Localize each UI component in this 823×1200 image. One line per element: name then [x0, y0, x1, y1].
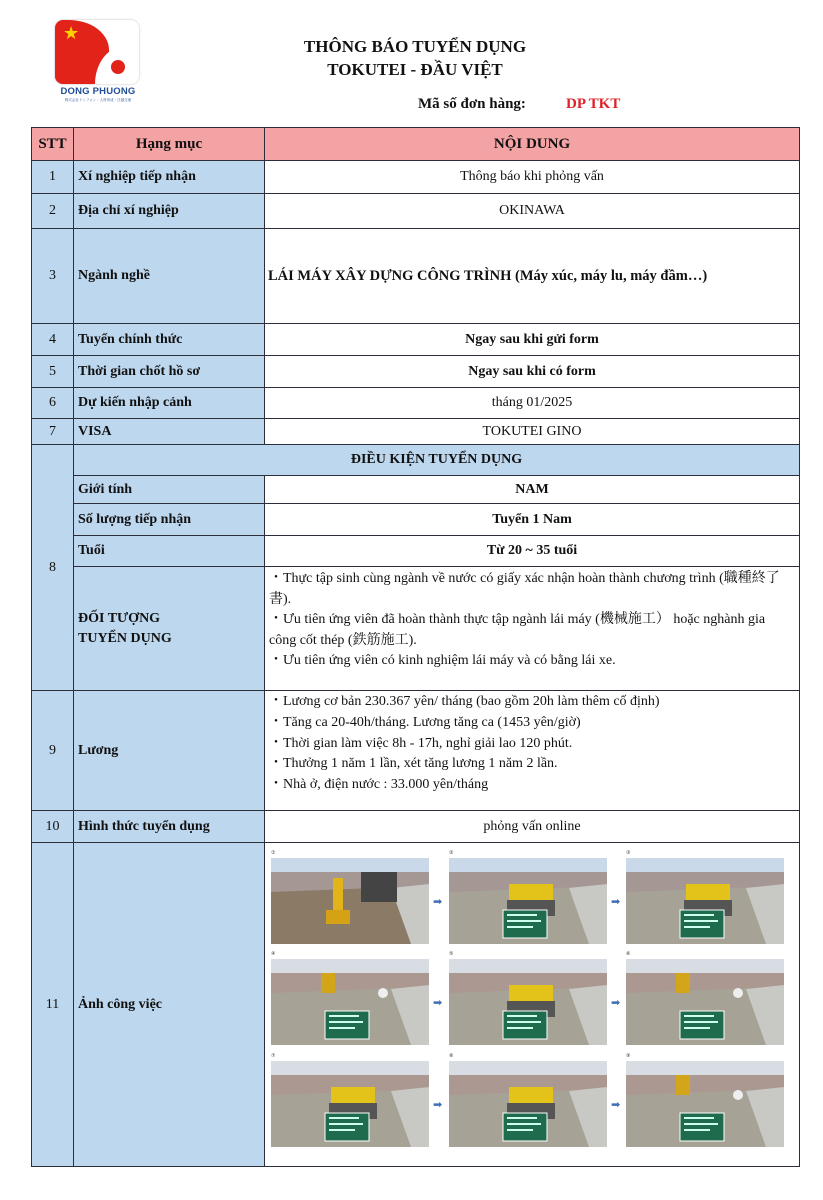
row-10-stt: 10 [31, 810, 74, 843]
work-photo [271, 849, 429, 944]
arrow-right-icon: ➡ [433, 1098, 443, 1111]
compaction-photo [449, 959, 607, 1045]
work-photo [626, 849, 784, 944]
row-1-stt: 1 [31, 160, 74, 194]
photo-step-number: ⑧ [449, 1054, 454, 1059]
work-photo [449, 1052, 607, 1147]
tire-roller-photo [271, 1061, 429, 1147]
col-header-content: NỘI DUNG [264, 127, 800, 161]
gender-label: Giới tính [73, 475, 265, 504]
company-logo [52, 20, 144, 108]
roller-inspection-photo [449, 1061, 607, 1147]
grading-photo [626, 959, 784, 1045]
work-photo [449, 849, 607, 944]
page-title: THÔNG BÁO TUYỂN DỤNG [303, 37, 527, 56]
row-4-value: Ngay sau khi gửi form [264, 323, 800, 356]
row-6-value: tháng 01/2025 [264, 387, 800, 419]
row-2-stt: 2 [31, 193, 74, 229]
row-2-label: Địa chỉ xí nghiệp [73, 193, 265, 229]
logo-name: DONG PHUONG [60, 86, 136, 97]
work-photo [271, 950, 429, 1045]
arrow-right-icon: ➡ [611, 1098, 621, 1111]
salary-item: ・Lương cơ bản 230.367 yên/ tháng (bao gồm 20h làm thêm cố định) [269, 694, 660, 709]
grading-photo [626, 1061, 784, 1147]
row-7-stt: 7 [31, 418, 74, 445]
roller-inspection-photo [626, 858, 784, 944]
work-photo [449, 950, 607, 1045]
photo-step-number: ⑦ [271, 1054, 276, 1059]
photo-step-number: ① [271, 851, 276, 856]
row-9-stt: 9 [31, 690, 74, 811]
work-photo [626, 950, 784, 1045]
photo-step-number: ② [449, 851, 454, 856]
col-header-stt: STT [31, 127, 74, 161]
count-label: Số lượng tiếp nhận [73, 503, 265, 536]
age-label: Tuổi [73, 535, 265, 567]
red-dot-icon [111, 60, 125, 74]
row-5-stt: 5 [31, 355, 74, 388]
row-4-stt: 4 [31, 323, 74, 356]
row-6-stt: 6 [31, 387, 74, 419]
photo-step-number: ⑨ [626, 1054, 631, 1059]
page-subtitle: TOKUTEI - ĐẦU VIỆT [327, 60, 503, 79]
photo-step-number: ⑤ [449, 952, 454, 957]
row-3-stt: 3 [31, 228, 74, 324]
work-photo [626, 1052, 784, 1147]
row-10-value: phỏng vấn online [264, 810, 800, 843]
row-7-value: TOKUTEI GINO [264, 418, 800, 445]
row-11-label: Ảnh công việc [73, 842, 265, 1167]
roller-photo [449, 858, 607, 944]
row-7-label: VISA [73, 418, 265, 445]
logo-tagline: 株式会社ドンフォン・人材育成・日越交流 [64, 98, 132, 102]
order-label: Mã số đơn hàng: [418, 96, 526, 112]
gender-value: NAM [264, 475, 800, 504]
target-item: ・Ưu tiên ứng viên có kinh nghiệm lái máy và có bằng lái xe. [269, 653, 616, 668]
conditions-title: ĐIỀU KIỆN TUYỂN DỤNG [73, 444, 800, 476]
row-3-value: LÁI MÁY XÂY DỰNG CÔNG TRÌNH (Máy xúc, máy lu, máy đầm…) [264, 228, 800, 324]
photo-step-number: ⑥ [626, 952, 631, 957]
salary-item: ・Tăng ca 20-40h/tháng. Lương tăng ca (1453 yên/giờ) [269, 714, 581, 730]
row-4-label: Tuyển chính thức [73, 323, 265, 356]
logo-mark [55, 20, 139, 84]
star-icon: ★ [63, 23, 80, 43]
target-label: ĐỐI TƯỢNG TUYỂN DỤNG [73, 566, 265, 691]
row-10-label: Hình thức tuyển dụng [73, 810, 265, 843]
salary-item: ・Nhà ở, điện nước : 33.000 yên/tháng [269, 777, 489, 793]
photo-step-number: ④ [271, 952, 276, 957]
arrow-right-icon: ➡ [433, 996, 443, 1009]
row-6-label: Dự kiến nhập cảnh [73, 387, 265, 419]
row-5-value: Ngay sau khi có form [264, 355, 800, 388]
work-photo [271, 1052, 429, 1147]
row-2-value: OKINAWA [264, 193, 800, 229]
row-1-label: Xí nghiệp tiếp nhận [73, 160, 265, 194]
row-9-label: Lương [73, 690, 265, 811]
target-item: ・Ưu tiên ứng viên đã hoàn thành thực tập ngành lái máy (機械施工） hoặc nghành gia công cốt thép (鉄筋施工). [269, 612, 766, 648]
salary-item: ・Thời gian làm việc 8h - 17h, nghỉ giải lao 120 phút. [269, 735, 573, 751]
row-1-value: Thông báo khi phỏng vấn [264, 160, 800, 194]
photo-step-number: ③ [626, 851, 631, 856]
grading-photo [271, 959, 429, 1045]
row-11-stt: 11 [31, 842, 74, 1167]
target-item: ・Thực tập sinh cùng ngành về nước có giấy xác nhận hoàn thành chương trình (職種終了書). [269, 571, 780, 607]
row-8-stt: 8 [31, 444, 74, 691]
target-list [264, 566, 800, 691]
excavator-photo [271, 858, 429, 944]
salary-item: ・Thưởng 1 năm 1 lần, xét tăng lương 1 năm 2 lần. [269, 756, 558, 772]
age-value: Từ 20 ~ 35 tuổi [264, 535, 800, 567]
arrow-right-icon: ➡ [611, 895, 621, 908]
row-3-label: Ngành nghề [73, 228, 265, 324]
order-code: DP TKT [566, 96, 621, 112]
col-header-category: Hạng mục [73, 127, 265, 161]
salary-list [264, 690, 800, 811]
row-5-label: Thời gian chốt hồ sơ [73, 355, 265, 388]
arrow-right-icon: ➡ [611, 996, 621, 1009]
count-value: Tuyển 1 Nam [264, 503, 800, 536]
arrow-right-icon: ➡ [433, 895, 443, 908]
work-photo-gallery [264, 842, 800, 1167]
